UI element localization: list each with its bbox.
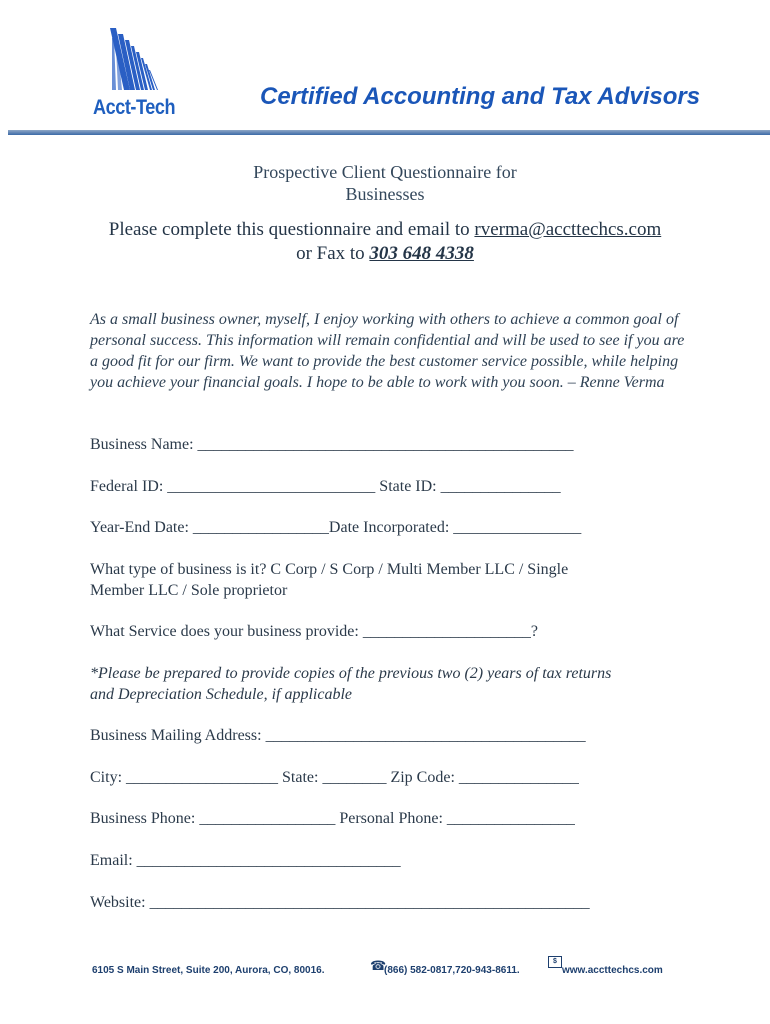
company-tagline: Certified Accounting and Tax Advisors: [260, 83, 701, 110]
page-title-line1: Prospective Client Questionnaire for: [253, 162, 517, 182]
web-icon: $: [548, 956, 562, 968]
page-title-line2: Businesses: [345, 184, 425, 204]
federal-state-id-field[interactable]: Federal ID: __________________________ State ID: _______________: [90, 478, 561, 495]
fax-number-link[interactable]: 303 648 4338: [369, 243, 474, 264]
tax-returns-note-line1: *Please be prepared to provide copies of the previous two (2) years of tax returns: [90, 665, 612, 682]
instructions-line1: [0, 219, 770, 241]
phone-icon: ☎: [370, 958, 387, 973]
phones-field[interactable]: Business Phone: _________________ Personal Phone: ________________: [90, 810, 575, 827]
city-state-zip-field[interactable]: City: ___________________ State: ________ Zip Code: _______________: [90, 769, 579, 786]
business-type-line2: Member LLC / Sole proprietor: [90, 582, 288, 599]
footer-website-link[interactable]: www.accttechcs.com: [562, 965, 663, 976]
email-link[interactable]: rverma@accttechcs.com: [474, 219, 662, 240]
business-type-line1: What type of business is it? C Corp / S Corp / Multi Member LLC / Single: [90, 561, 569, 578]
intro-paragraph: As a small business owner, myself, I enjoy working with others to achieve a common goal of personal success. This information will remain confidential and will be used to see if you are a good fit for our firm. We want to provide the best customer service possible, while helping you achieve your financial goals. I hope to be able to work with you soon. – Renne Verma: [90, 311, 685, 391]
service-field[interactable]: What Service does your business provide: _____________________?: [90, 623, 538, 640]
instructions-line2: [0, 243, 770, 265]
logo-text: Acct-Tech: [93, 96, 176, 119]
footer: [0, 958, 770, 985]
website-field[interactable]: Website: _______________________________________________________: [90, 894, 590, 911]
business-name-field[interactable]: Business Name: _______________________________________________: [90, 436, 574, 453]
footer-address: 6105 S Main Street, Suite 200, Aurora, CO, 80016.: [92, 965, 325, 976]
email-field[interactable]: Email: _________________________________: [90, 852, 401, 869]
tax-returns-note-line2: and Depreciation Schedule, if applicable: [90, 686, 353, 703]
instructions-fax-prefix: or Fax to: [296, 243, 370, 264]
header-divider: [8, 130, 770, 135]
dates-field[interactable]: Year-End Date: _________________Date Incorporated: ________________: [90, 519, 582, 536]
mailing-address-field[interactable]: Business Mailing Address: ________________________________________: [90, 727, 586, 744]
instructions-email-prefix: Please complete this questionnaire and email to: [108, 219, 475, 240]
footer-phones: (866) 582-0817,720-943-8611.: [384, 965, 520, 976]
